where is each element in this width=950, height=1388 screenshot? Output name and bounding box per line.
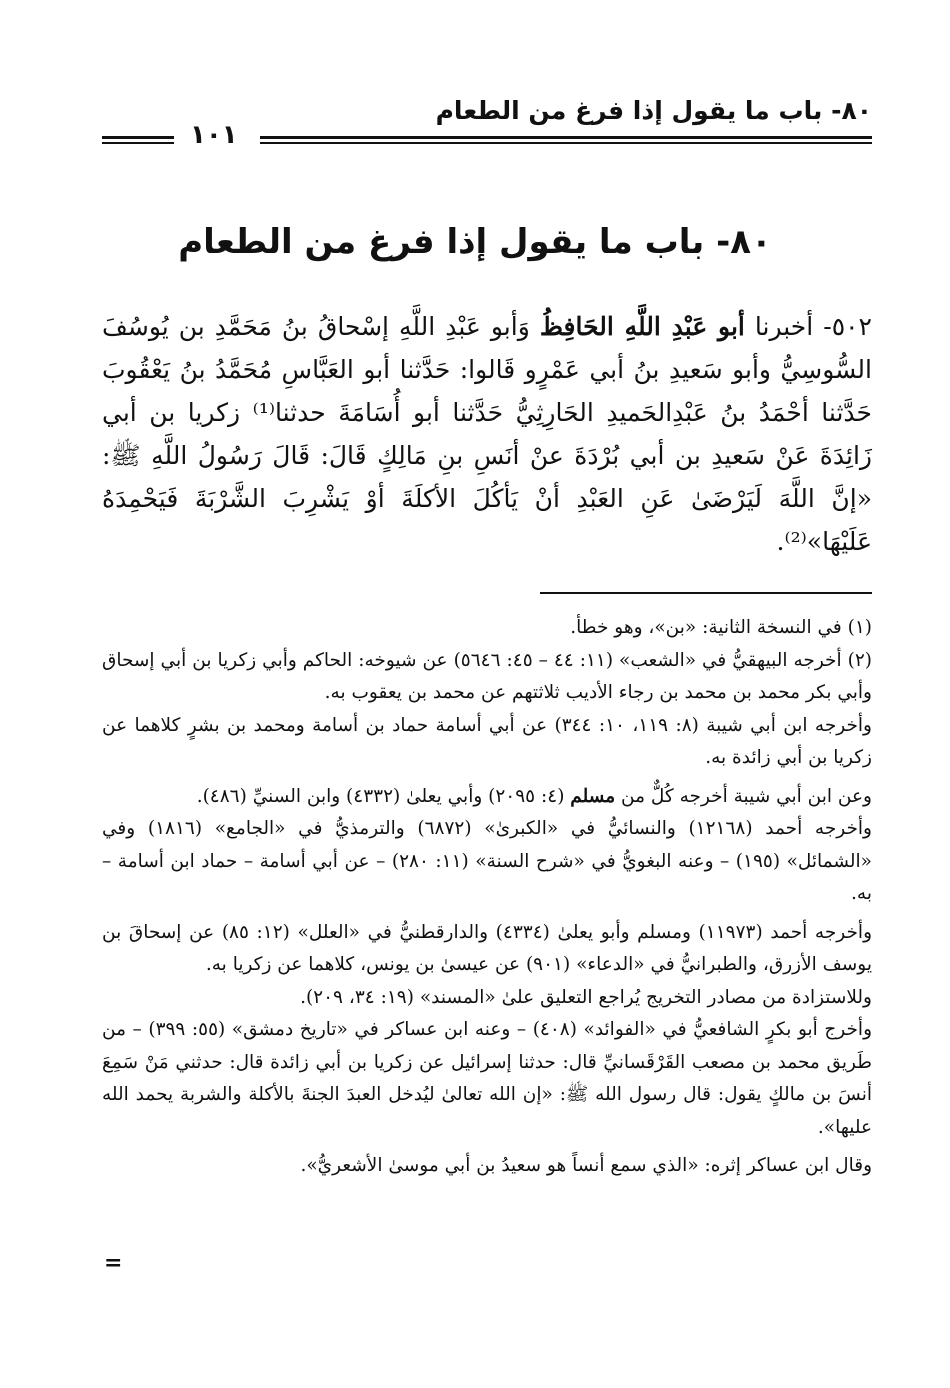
running-header (102, 96, 872, 156)
footnote-2-paragraph-7: وأخرج أبو بكرٍ الشافعيُّ في «الفوائد» (٤٠٨) – وعنه ابن عساكر في «تاريخ دمشق» (٥٥: ٣٩٩) – من طَريق محمد بن مصعب القَرْقَسانيِّ قال: حدثنا إسرائيل عن زكريا بن أبي زائدة قال: حدثني مَنْ سَمِعَ أنسَ بن مالكٍ يقول: قال رسول الله ﷺ: «إن الله تعالىٰ ليُدخل العبدَ الجنةَ بالأكلة والشربة يحمد الله عليها». (102, 1019, 872, 1138)
hadith-number: ٥٠٢- (813, 312, 872, 341)
footnote-2-paragraph-8: وقال ابن عساكر إثره: «الذي سمع أنساً هو سعيدُ بن أبي موسىٰ الأشعريُّ». (300, 1155, 872, 1176)
fn-text: (٤: ٢٠٩٥) وأبي يعلىٰ (٤٣٣٢) وابن السنيِّ (٤٨٦). (196, 785, 571, 807)
hadith-text (102, 305, 872, 563)
footnote-2-paragraph-3 (102, 781, 872, 814)
running-title: ٨٠- باب ما يقول إذا فرغ من الطعام (435, 96, 872, 125)
header-rule-long (260, 136, 872, 145)
footnote-2-paragraph-6: وللاستزادة من مصادر التخريج يُراجع التعليق علىٰ «المسند» (١٩: ٣٤، ٢٠٩). (300, 986, 872, 1008)
header-rule-short (102, 136, 174, 145)
footnote-2-paragraph-1: (٢) أخرجه البيهقيُّ في «الشعب» (١١: ٤٤ – ٤٥: ٥٦٤٦) عن شيوخه: الحاكم وأبي زكريا بن أبي إسحاق وأبي بكر محمد بن محمد بن رجاء الأديب ثلاثتهم عن محمد بن يعقوب به. (102, 649, 872, 703)
continuation-mark: = (104, 1250, 123, 1276)
fn-bold-muslim: مسلم (570, 785, 616, 807)
footnote-1: (١) في النسخة الثانية: «بن»، وهو خطأ. (570, 617, 872, 638)
hadith-part-1: أخبرنا (744, 312, 814, 341)
footnote-separator (540, 592, 872, 594)
hadith-narrator: أبو عَبْدِ اللَّهِ الحَافِظُ (539, 312, 745, 341)
footnotes (102, 612, 872, 1183)
footnote-2-paragraph-2: وأخرجه ابن أبي شيبة (٨: ١١٩، ١٠: ٣٤٤) عن أبي أسامة حماد بن أسامة ومحمد بن بشرٍ كلاهما عن زكريا بن أبي زائدة به. (102, 714, 872, 768)
fn-text: وعن ابن أبي شيبة أخرجه كُلٌّ من (615, 785, 872, 807)
chapter-title: ٨٠- باب ما يقول إذا فرغ من الطعام (178, 222, 772, 262)
footnote-2-paragraph-4: وأخرجه أحمد (١٢١٦٨) والنسائيُّ في «الكبرىٰ» (٦٨٧٢) والترمذيُّ في «الجامع» (١٨١٦) وفي «الشمائل» (١٩٥) – وعنه البغويُّ في «شرح السنة» (١١: ٢٨٠) – عن أبي أسامة – حماد ابن أسامة – به. (102, 818, 872, 904)
hadith-part-2: وَأبو عَبْدِ اللَّهِ إسْحاقُ بنُ مَحَمَّدِ بن يُوسُفَ السُّوسِيُّ وأبو سَعيدِ بنُ أبي عَمْرٍو قَالوا: حَدَّثنا أبو العَبَّاسِ مُحَمَّدُ بنُ يَعْقُوبَ حَدَّثنا أحْمَدُ بنُ عَبْدِالحَميدِ الحَارِثِيُّ حَدَّثنا أبو أُسَامَةَ حدثنا⁽¹⁾ زكريا بن أبي زَائِدَةَ عَنْ سَعيدِ بن أبي بُرْدَةَ عنْ أنَسِ بنِ مَالِكٍ قَالَ: قَالَ رَسُولُ اللَّهِ ﷺ: «إنَّ اللَّهَ لَيَرْضَىٰ عَنِ العَبْدِ أنْ يَأكُلَ الأكلَةَ أوْ يَشْرِبَ الشَّرْبَةَ فَيَحْمِدَهُ عَلَيْهَا»⁽²⁾. (102, 312, 872, 556)
footnote-2-paragraph-5: وأخرجه أحمد (١١٩٧٣) ومسلم وأبو يعلىٰ (٤٣٣٤) والدارقطنيُّ في «العلل» (١٢: ٨٥) عن إسحاقَ بن يوسف الأزرق، والطبرانيُّ في «الدعاء» (٩٠١) عن عيسىٰ بن يونس، كلاهما عن زكريا به. (102, 921, 872, 975)
page-number: ١٠١ (190, 120, 238, 150)
